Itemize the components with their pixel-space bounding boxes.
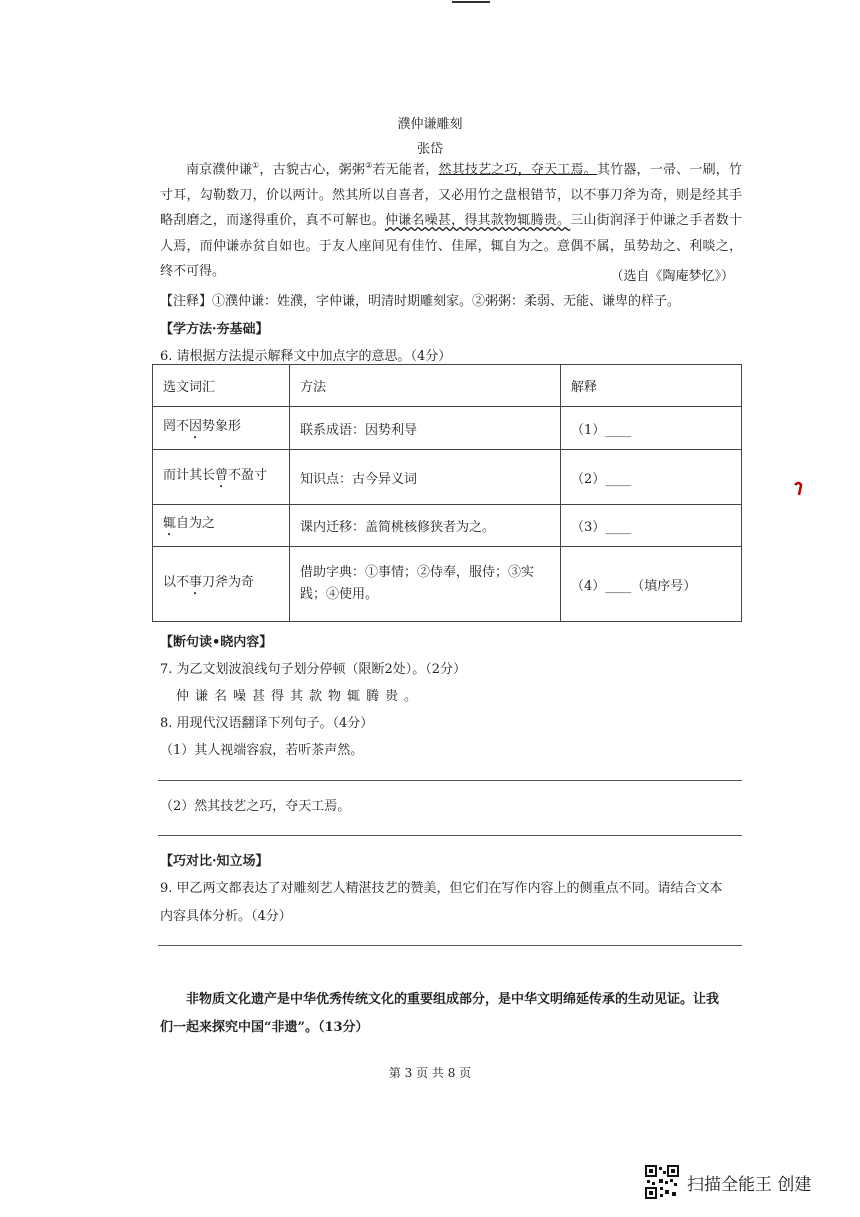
passage-text: ，古貌古心，粥粥 [259,162,366,178]
section-heading: 【学方法·夯基础】 [160,322,269,337]
section-heading: 【巧对比·知立场】 [160,854,269,869]
passage-author: 张岱 [416,142,443,157]
passage-title: 濮仲谦雕刻 [397,117,463,132]
vocab-text: 不盈寸 [228,467,268,483]
question-8-sentence-1: （1）其人视端容寂，若听茶声然。 [160,743,364,758]
table-row [153,505,742,547]
answer-blank[interactable]: （2）____ [561,450,742,505]
intro-line-2: 们一起来探究中国“非遗”。（13分） [160,1020,369,1035]
method-cell: 知识点：古今异义词 [290,450,561,505]
method-cell: 课内迁移：盖简桃核修狭者为之。 [290,505,561,547]
table-row [153,407,742,450]
question-7-sentence: 仲谦名噪甚得其款物辄腾贵。 [176,689,424,704]
vocab-text: 刀斧为奇 [202,574,255,590]
qr-code-icon [645,1165,679,1199]
page-number: 第 3 页 共 8 页 [388,1066,472,1080]
method-cell: 借助字典：①事情；②侍奉，服侍；③实践；④使用。 [290,547,561,622]
underlined-sentence: 然其技艺之巧，夺天工焉。 [438,162,597,178]
intro-line-1: 非物质文化遗产是中华优秀传统文化的重要组成部分，是中华文明绵延传承的生动见证。让我 [186,992,720,1007]
answer-line[interactable] [158,780,742,781]
vocab-cell [153,547,290,622]
section-heading: 【断句读•晓内容】 [160,635,273,650]
question-7-prompt: 7. 为乙文划波浪线句子划分停顿（限断2处）。（2分） [160,662,467,677]
note-mark: ② [365,161,373,170]
answer-blank[interactable]: （1）____ [561,407,742,450]
passage-text: 三山街润泽于仲谦之手者数十人焉，而仲谦赤贫自如也。于友人座间见有佳竹、佳犀，辄自为之。意偶不属，虽势劫之、利啖之，终不可得。 [160,213,742,279]
answer-line[interactable] [158,945,742,946]
dotted-char: 事 [189,574,203,590]
question-8-prompt: 8. 用现代汉语翻译下列句子。（4分） [160,716,374,731]
note-mark: ① [252,161,260,170]
question-9-line-1: 9. 甲乙两文都表达了对雕刻艺人精湛技艺的赞美，但它们在写作内容上的侧重点不同。请结合文本 [160,881,723,896]
vocab-text: 罔不 [163,418,190,434]
question-6-table [152,364,742,622]
passage-text: 南京濮仲谦 [186,162,253,178]
wavy-underlined-sentence: 仲谦名噪甚，得其款物辄腾贵。 [384,213,571,229]
table-header-row [153,365,742,407]
annotation-note: 【注释】①濮仲谦：姓濮，字仲谦，明清时期雕刻家。②粥粥：柔弱、无能、谦卑的样子。 [160,294,681,309]
question-6-prompt: 6. 请根据方法提示解释文中加点字的意思。（4分） [160,349,452,364]
table-header-cell: 方法 [290,365,561,407]
table-row [153,547,742,622]
passage-text: 若无能者， [372,162,439,178]
vocab-text: 以不 [163,574,190,590]
vocab-cell [153,505,290,547]
vocab-text: 势象形 [202,418,242,434]
answer-blank[interactable]: （4）____（填序号） [561,547,742,622]
answer-blank[interactable]: （3）____ [561,505,742,547]
dotted-char: 曾 [215,467,229,483]
dotted-char: 因 [189,418,203,434]
question-9-line-2: 内容具体分析。（4分） [160,909,292,924]
vocab-text: 自为之 [176,516,216,531]
scanner-watermark [645,1165,811,1199]
table-header-cell: 解释 [561,365,742,407]
question-8-sentence-2: （2）然其技艺之巧，夺天工焉。 [160,799,351,814]
watermark-text: 扫描全能王 创建 [687,1174,812,1195]
answer-line[interactable] [158,835,742,836]
method-cell: 联系成语：因势利导 [290,407,561,450]
passage-source: （选自《陶庵梦忆》） [610,269,734,284]
passage-text: 其竹器，一帚、一刷，竹寸耳，勾勒数刀，价以两计。然其所以自喜者，又必用竹之盘根错节，以不事刀斧为奇，则是经其手略刮磨之，而遂得重价，真不可解也。 [160,162,742,229]
table-header-cell: 选文词汇 [153,365,290,407]
table-row [153,450,742,505]
vocab-text: 而计其长 [163,467,216,483]
dotted-char: 辄 [163,516,177,531]
vocab-cell [153,450,290,505]
vocab-cell [153,407,290,450]
